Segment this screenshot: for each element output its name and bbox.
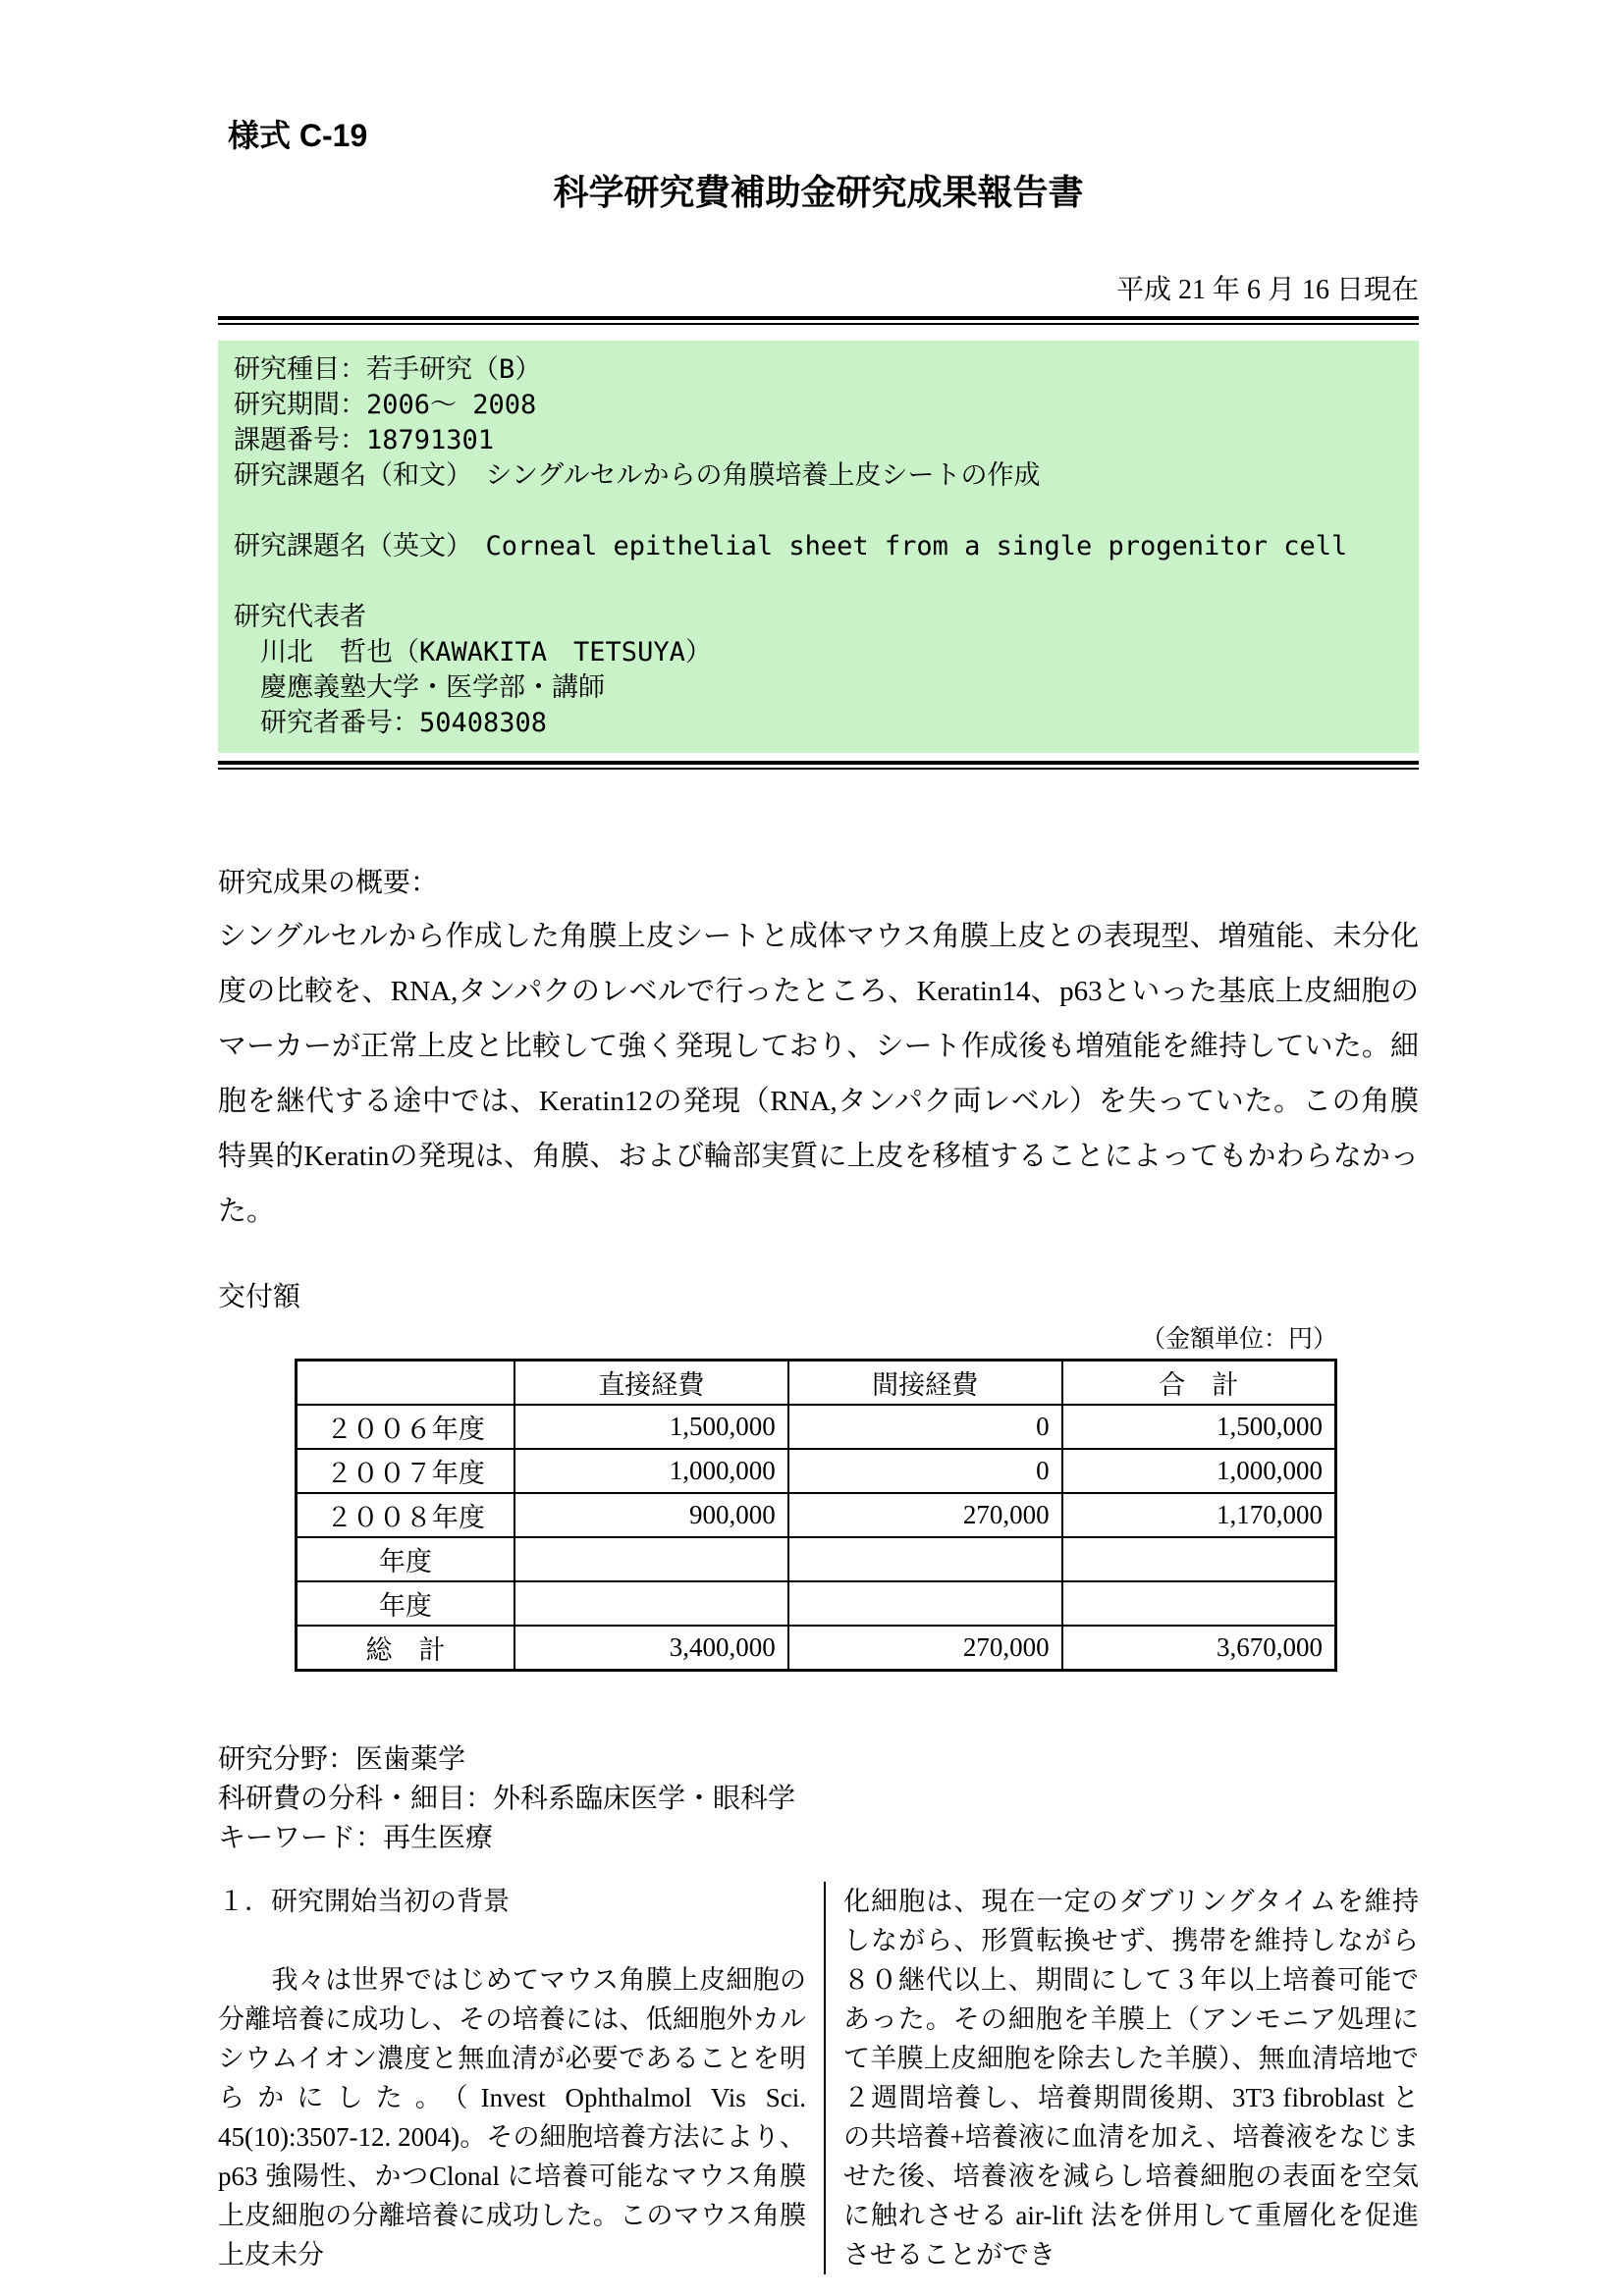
cell-direct (514, 1537, 788, 1581)
summary-body: シングルセルから作成した角膜上皮シートと成体マウス角膜上皮との表現型、増殖能、未分化度の比較を、RNA,タンパクのレベルで行ったところ、Keratin14、p63といった基底上皮細胞のマーカーが正常上皮と比較して強く発現しており、シート作成後も増殖能を維持していた。細胞を継代する途中では、Keratin12の発現（RNA,タンパク両レベル）を失っていた。この角膜特異的Keratinの発現は、角膜、および輪部実質に上皮を移植することによってもかわらなかった。 (218, 921, 1419, 1227)
grant-table-header-row (297, 1361, 1336, 1406)
cell-direct: 900,000 (514, 1493, 788, 1537)
cell-indirect: 270,000 (788, 1493, 1062, 1537)
info-line-project-number: 課題番号：18791301 (234, 425, 495, 455)
research-field: 研究分野：医歯薬学 (218, 1744, 466, 1775)
grant-row-2007 (297, 1449, 1336, 1493)
research-fields-section (218, 1740, 1419, 1858)
cell-indirect (788, 1537, 1062, 1581)
info-line-title-ja: 研究課題名（和文） シングルセルからの角膜培養上皮シートの作成 (234, 460, 1041, 491)
grant-header-direct: 直接経費 (514, 1361, 788, 1406)
cell-indirect (788, 1581, 1062, 1626)
grant-row-2008 (297, 1493, 1336, 1537)
info-line-pi-name: 川北 哲也（KAWAKITA TETSUYA） (234, 637, 712, 667)
info-line-title-en: 研究課題名（英文） Corneal epithelial sheet from a single progenitor cell (234, 531, 1348, 561)
document-title: 科学研究費補助金研究成果報告書 (553, 172, 1084, 212)
grant-row-empty-1 (297, 1537, 1336, 1581)
cell-total: 3,670,000 (1062, 1626, 1336, 1671)
right-column-text: 化細胞は、現在一定のダブリングタイムを維持しながら、形質転換せず、携帯を維持しながら８０継代以上、期間にして３年以上培養可能であった。その細胞を羊膜上（アンモニア処理にて羊膜上皮細胞を除去した羊膜）、無血清培地で２週間培養し、培養期間後期、3T3 fibroblast との共培養+培養液に血清を加え、培養液をなじませた後、培養液を減らし培養細胞の表面を空気に触れさせる air-lift 法を併用して重層化を促進させることができ (842, 1887, 1419, 2269)
research-keywords: キーワード：再生医療 (218, 1823, 494, 1853)
info-line-blank-1 (234, 494, 1403, 529)
info-line-period: 研究期間：2006～ 2008 (234, 390, 537, 420)
grant-row-total (297, 1626, 1336, 1671)
grant-unit-note: （金額単位：円） (1140, 1326, 1337, 1353)
info-line-blank-2 (234, 564, 1403, 600)
research-subfield: 科研費の分科・細目：外科系臨床医学・眼科学 (218, 1784, 796, 1814)
right-column (843, 1882, 1419, 2274)
cell-total: 1,500,000 (1062, 1405, 1336, 1449)
grant-header-empty (297, 1361, 514, 1406)
bottom-double-rule (218, 761, 1419, 770)
cell-direct: 3,400,000 (514, 1626, 788, 1671)
grant-table (295, 1359, 1337, 1672)
info-line-pi-affiliation: 慶應義塾大学・医学部・講師 (234, 672, 605, 703)
grant-row-2006 (297, 1405, 1336, 1449)
row-label: ２００６年度 (297, 1405, 514, 1449)
section-1-heading: １．研究開始当初の背景 (218, 1887, 510, 1916)
cell-direct: 1,500,000 (514, 1405, 788, 1449)
cell-total (1062, 1581, 1336, 1626)
row-label: 年度 (297, 1537, 514, 1581)
grant-heading: 交付額 (218, 1282, 301, 1312)
top-double-rule (218, 316, 1419, 325)
report-date: 平成 21 年 6 月 16 日現在 (1115, 275, 1419, 305)
info-line-researcher-number: 研究者番号：50408308 (234, 708, 548, 738)
row-label: 年度 (297, 1581, 514, 1626)
cell-total (1062, 1537, 1336, 1581)
cell-total: 1,170,000 (1062, 1493, 1336, 1537)
two-column-body (218, 1882, 1419, 2274)
form-code: 様式 C-19 (228, 118, 368, 153)
left-column (218, 1882, 813, 2274)
row-label: ２００８年度 (297, 1493, 514, 1537)
research-info-box (218, 341, 1419, 753)
cell-indirect: 270,000 (788, 1626, 1062, 1671)
column-divider (824, 1882, 826, 2274)
cell-indirect: 0 (788, 1405, 1062, 1449)
cell-indirect: 0 (788, 1449, 1062, 1493)
cell-direct: 1,000,000 (514, 1449, 788, 1493)
grant-header-indirect: 間接経費 (788, 1361, 1062, 1406)
left-column-text: 我々は世界ではじめてマウス角膜上皮細胞の分離培養に成功し、その培養には、低細胞外カルシウムイオン濃度と無血清が必要であることを明らかにした。（Invest Ophthalmol Vis Sci. 45(10):3507-12. 2004)。その細胞培養方法により、p63 強陽性、かつClonal に培養可能なマウス角膜上皮細胞の分離培養に成功した。このマウス角膜上皮未分 (218, 1965, 813, 2269)
info-line-category: 研究種目：若手研究（B） (234, 354, 542, 385)
row-label: ２００７年度 (297, 1449, 514, 1493)
summary-heading: 研究成果の概要： (218, 868, 439, 898)
cell-total: 1,000,000 (1062, 1449, 1336, 1493)
grant-header-total: 合 計 (1062, 1361, 1336, 1406)
row-label: 総 計 (297, 1626, 514, 1671)
grant-table-wrap (295, 1323, 1337, 1672)
grant-row-empty-2 (297, 1581, 1336, 1626)
cell-direct (514, 1581, 788, 1626)
info-line-pi-label: 研究代表者 (234, 602, 366, 632)
summary-section (218, 864, 1419, 1239)
